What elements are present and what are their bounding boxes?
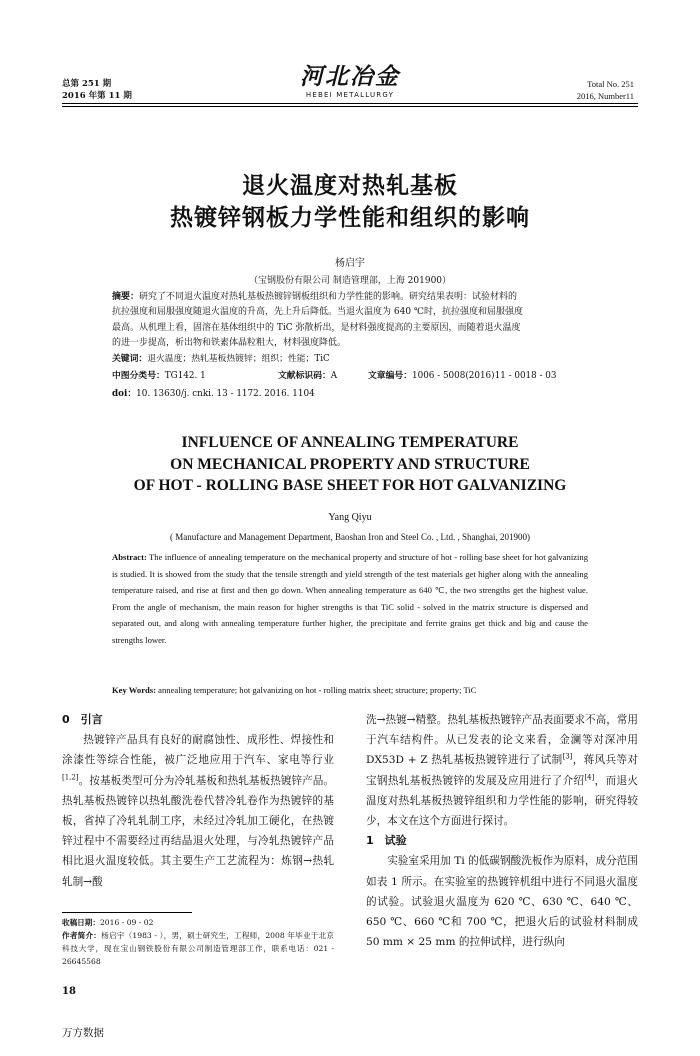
journal-logo	[290, 64, 410, 100]
clc-label: 中图分类号：	[112, 371, 165, 381]
title-en-line-1: INFLUENCE OF ANNEALING TEMPERATURE	[181, 434, 519, 451]
intro-paragraph-continued	[366, 710, 638, 831]
doi-value: 10. 13630/j. cnki. 13 - 1172. 2016. 1104	[136, 389, 315, 399]
watermark: 万方数据	[62, 1027, 104, 1039]
author-bio-text: 杨启宇（1983 - ），男，硕士研究生，工程师，2008 年毕业于北京科技大学，现在宝山钢铁股份有限公司制造管理部工作，联系电话：021 - 26645568	[62, 931, 335, 966]
body-left-column	[62, 710, 334, 892]
abstract-cn	[112, 290, 588, 351]
intro-paragraph	[62, 730, 334, 892]
header-total-issue-cn: 总第 251 期	[62, 79, 112, 89]
footnote-rule	[62, 912, 192, 913]
doi-row	[112, 387, 588, 401]
header-year-issue-cn: 2016 年第 11 期	[62, 91, 132, 101]
title-cn-line-1: 退火温度对热轧基板	[242, 173, 458, 199]
citation-ref: [3]	[562, 752, 573, 761]
doc-code-value: A	[330, 371, 338, 381]
section-heading-intro: 0 引言	[62, 713, 103, 726]
body-right-column	[366, 710, 638, 952]
article-number-label: 文章编号：	[368, 371, 412, 381]
doc-code-label: 文献标识码：	[278, 371, 331, 381]
intro-text-part-1: 热镀锌产品具有良好的耐腐蚀性、成形性、焊接性和涂漆性等综合性能，被广泛地应用于汽车、家电等行业	[62, 734, 334, 767]
abstract-cn-line: 的进一步提高，析出物和铁素体晶粒粗大，材料强度降低。	[112, 337, 347, 348]
intro-cont-part-3: ，而退火温度对热轧基板热镀锌组织和力学性能的影响，研究得较少，本文在这个方面进行探讨。	[366, 774, 639, 828]
intro-cont-part-1: 洗→热镀→精整。热轧基板热镀锌产品表面要求不高，常用于汽车结构件。从已发表的论文来看，金澜等对深冲用 DX53D + Z 热轧基板热镀锌进行了试制	[366, 714, 639, 767]
author-cn: 杨启宇	[335, 258, 365, 269]
affiliation-en: ( Manufacture and Management Department, Baoshan Iron and Steel Co. , Ltd. , Shanghai, 201900)	[170, 532, 530, 542]
experiment-paragraph: 实验室采用加 Ti 的低碳钢酸洗板作为原料，成分范围如表 1 所示。在实验室的热镀锌机组中进行不同退火温度的试验。试验退火温度为 620 ℃、630 ℃、640 ℃、650 ℃、660 ℃和 700 ℃，把退火后的试验材料制成 50 mm × 25 mm 的拉伸试样，进行纵向	[366, 855, 638, 949]
header-rule-bottom	[62, 106, 638, 107]
received-date-value: 2016 - 09 - 02	[99, 918, 154, 927]
footnote	[62, 916, 334, 968]
section-heading-experiment: 1 试验	[366, 834, 407, 848]
author-bio-label: 作者简介：	[62, 931, 102, 940]
citation-ref: [4]	[584, 773, 595, 782]
abstract-cn-line: 最高。从机理上看，固溶在基体组织中的 TiC 弥散析出，是材料强度提高的主要原因，而随着退火温度	[112, 322, 521, 333]
header-year-issue-en: 2016, Number11	[576, 91, 634, 101]
article-title-cn	[0, 170, 700, 234]
keywords-cn-text: 退火温度；热轧基板热镀锌；组织；性能；TiC	[147, 354, 330, 364]
intro-text-part-2: 。按基板类型可分为冷轧基板和热轧基板热镀锌产品。热轧基板热镀锌以热轧酸洗卷代替冷轧卷作为热镀锌的基板，省掉了冷轧轧制工序，未经过冷轧加工硬化，在热镀锌过程中不需要经过再结晶退火处理，与冷轧热镀锌产品相比退火温度较低。其主要生产工艺流程为：炼钢→热轧轧制→酸	[62, 774, 334, 888]
header-issue-en	[577, 78, 634, 102]
clc-value: TG142. 1	[164, 371, 206, 381]
article-title-en	[0, 432, 700, 497]
abstract-en	[112, 549, 588, 649]
affiliation-cn: （宝钢股份有限公司 制造管理部，上海 201900）	[248, 276, 452, 286]
keywords-en-label: Key Words:	[112, 685, 157, 695]
article-number-value: 1006 - 5008(2016)11 - 0018 - 03	[412, 371, 557, 381]
title-cn-line-2: 热镀锌钢板力学性能和组织的影响	[170, 205, 530, 231]
author-en: Yang Qiyu	[328, 512, 372, 523]
header-rule-top	[62, 103, 638, 104]
citation-ref: [1,2]	[62, 773, 79, 782]
keywords-en-text: annealing temperature; hot galvanizing on hot - rolling matrix sheet; structure; property; TiC	[156, 685, 477, 695]
page-number: 18	[62, 986, 76, 997]
title-en-line-2: ON MECHANICAL PROPERTY AND STRUCTURE	[170, 455, 530, 473]
keywords-en	[112, 682, 588, 699]
keywords-cn	[112, 352, 588, 366]
header-issue-cn	[62, 78, 132, 102]
abstract-en-text: The influence of annealing temperature on the mechanical property and structure of hot - rolling base sheet for hot galvanizing is studied. It is showed from the study that the tensile strength and yield strength of the test materials get higher along with the annealing temperature raised, and rise at first and then go down. When annealing temperature as 640 ℃, the two strengths get the highest value. From the angle of mechanism, the main reason for higher strengths is that TiC solid - solved in the matrix structure is dispersed and separated out, and along with annealing temperature further higher, the precipitate and ferrite grains get thick and big and cause the strengths lower.	[112, 552, 588, 645]
intro-cont-part-2: ，蒋风兵等对宝钢热轧基板热镀锌的发展及应用进行了介绍	[366, 754, 638, 787]
keywords-cn-label: 关键词：	[112, 354, 148, 364]
doi-label: doi：	[112, 389, 137, 399]
journal-name-cn: 河北冶金	[300, 63, 400, 90]
abstract-en-label: Abstract:	[112, 552, 147, 562]
received-date-label: 收稿日期：	[62, 918, 100, 927]
journal-name-en: HEBEI METALLURGY	[305, 91, 395, 99]
header-total-issue-en: Total No. 251	[587, 79, 634, 89]
abstract-cn-line: 研究了不同退火温度对热轧基板热镀锌钢板组织和力学性能的影响。研究结果表明：试验材料的	[139, 292, 518, 302]
abstract-cn-label: 摘要：	[112, 292, 140, 302]
title-en-line-3: OF HOT - ROLLING BASE SHEET FOR HOT GALVANIZING	[133, 477, 567, 495]
abstract-cn-line: 抗拉强度和屈服强度随退火温度的升高，先上升后降低。当退火温度为 640 ℃时，抗拉强度和屈服强度	[112, 307, 523, 318]
